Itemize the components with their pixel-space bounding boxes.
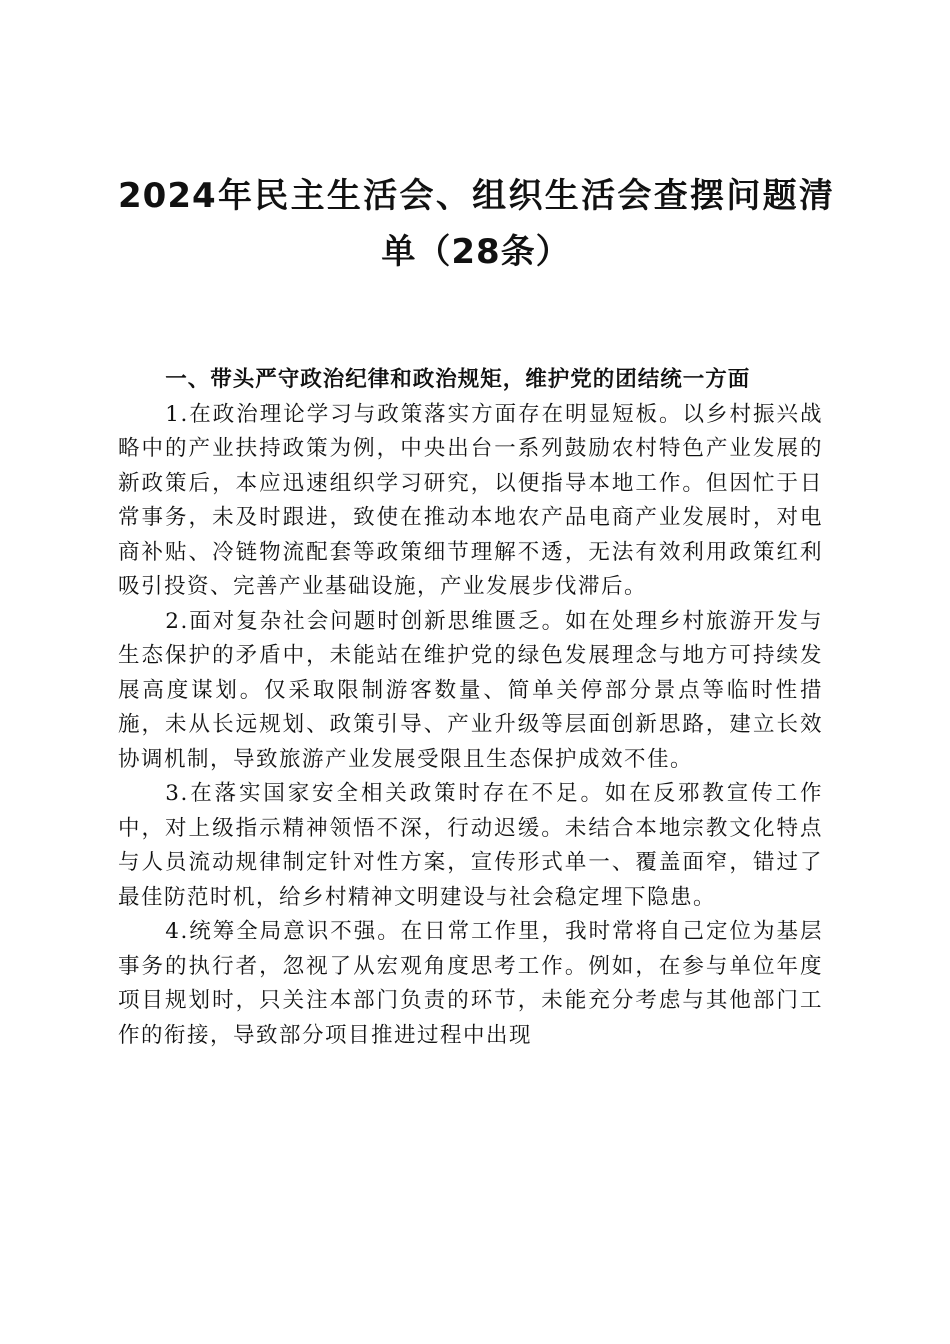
section-heading: 一、带头严守政治纪律和政治规矩，维护党的团结统一方面 <box>165 367 751 392</box>
paragraph-3: 3.在落实国家安全相关政策时存在不足。如在反邪教宣传工作中，对上级指示精神领悟不深，行动迟缓。未结合本地宗教文化特点与人员流动规律制定针对性方案，宣传形式单一、覆盖面窄，错过了最佳防范时机，给乡村精神文明建设与社会稳定埋下隐患。 <box>118 781 823 910</box>
document-title: 2024年民主生活会、组织生活会查摆问题清单（28条） <box>118 176 834 272</box>
paragraph-2: 2.面对复杂社会问题时创新思维匮乏。如在处理乡村旅游开发与生态保护的矛盾中，未能站在维护党的绿色发展理念与地方可持续发展高度谋划。仅采取限制游客数量、简单关停部分景点等临时性措施，未从长远规划、政策引导、产业升级等层面创新思路，建立长效协调机制，导致旅游产业发展受限且生态保护成效不佳。 <box>118 608 823 772</box>
document-body <box>118 363 823 1053</box>
paragraph-1: 1.在政治理论学习与政策落实方面存在明显短板。以乡村振兴战略中的产业扶持政策为例，中央出台一系列鼓励农村特色产业发展的新政策后，本应迅速组织学习研究，以便指导本地工作。但因忙于日常事务，未及时跟进，致使在推动本地农产品电商产业发展时，对电商补贴、冷链物流配套等政策细节理解不透，无法有效利用政策红利吸引投资、完善产业基础设施，产业发展步伐滞后。 <box>118 401 823 599</box>
paragraph-4: 4.统筹全局意识不强。在日常工作里，我时常将自己定位为基层事务的执行者，忽视了从宏观角度思考工作。例如，在参与单位年度项目规划时，只关注本部门负责的环节，未能充分考虑与其他部门工作的衔接，导致部分项目推进过程中出现 <box>118 919 823 1048</box>
